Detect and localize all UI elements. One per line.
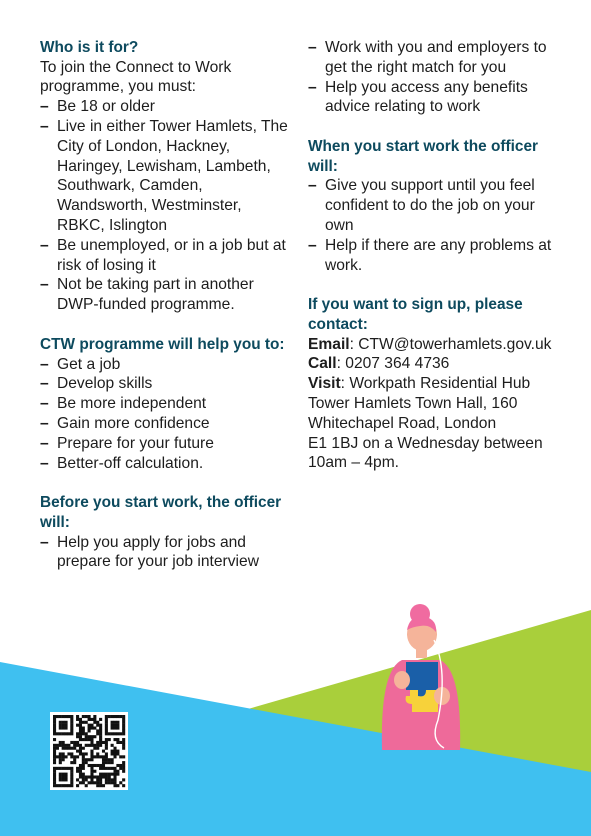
before-section <box>40 493 290 572</box>
postcode-line: E1 1BJ on a Wednesday between 10am – 4pm. <box>308 434 543 472</box>
before-continued-section <box>308 38 558 117</box>
right-column <box>308 38 558 493</box>
when-list <box>308 176 558 275</box>
list-item: – Work with you and employers to get the right match for you <box>308 38 558 78</box>
who-list <box>40 97 290 315</box>
list-item: – Live in either Tower Hamlets, The City of London, Hackney, Haringey, Lewisham, Lambeth, Southwark, Camden, Wandsworth, Westminster, RBKC, Islington <box>40 117 290 236</box>
list-item: – Gain more confidence <box>40 414 290 434</box>
before-continued-list <box>308 38 558 117</box>
email-line <box>308 335 558 355</box>
when-heading: When you start work the officer will: <box>308 138 539 175</box>
call-value[interactable]: : 0207 364 4736 <box>336 355 450 373</box>
list-item: – Be 18 or older <box>40 97 290 117</box>
when-section <box>308 137 558 275</box>
email-value[interactable]: : CTW@towerhamlets.gov.uk <box>349 335 552 353</box>
help-heading: CTW programme will help you to: <box>40 335 285 353</box>
who-section <box>40 38 290 315</box>
list-item: – Be unemployed, or in a job but at risk of losing it <box>40 236 290 276</box>
call-line <box>308 354 558 374</box>
left-column <box>40 38 290 592</box>
qr-code-icon[interactable] <box>50 712 128 790</box>
before-heading: Before you start work, the officer will: <box>40 494 282 531</box>
before-list <box>40 533 290 573</box>
who-heading: Who is it for? <box>40 39 139 56</box>
list-item: – Give you support until you feel confident to do the job on your own <box>308 176 558 235</box>
who-intro: To join the Connect to Work programme, you must: <box>40 58 232 96</box>
visit-line <box>308 374 558 433</box>
list-item: – Prepare for your future <box>40 434 290 454</box>
list-item: – Be more independent <box>40 394 290 414</box>
list-item: – Develop skills <box>40 374 290 394</box>
list-item: – Not be taking part in another DWP-funded programme. <box>40 275 290 315</box>
call-label: Call <box>308 355 337 373</box>
visit-label: Visit <box>308 375 341 393</box>
list-item: – Help you access any benefits advice relating to work <box>308 78 558 118</box>
list-item: – Help you apply for jobs and prepare for your job interview <box>40 533 290 573</box>
contact-heading: If you want to sign up, please contact: <box>308 296 523 333</box>
contact-section <box>308 295 558 473</box>
list-item: – Get a job <box>40 355 290 375</box>
person-holding-puzzle-illustration <box>360 600 480 750</box>
list-item: – Better-off calculation. <box>40 454 290 474</box>
visit-value: : Workpath Residential Hub Tower Hamlets Town Hall, 160 Whitechapel Road, London <box>308 375 531 432</box>
help-section <box>40 335 290 473</box>
help-list <box>40 355 290 474</box>
list-item: – Help if there are any problems at work. <box>308 236 558 276</box>
email-label: Email <box>308 335 350 353</box>
